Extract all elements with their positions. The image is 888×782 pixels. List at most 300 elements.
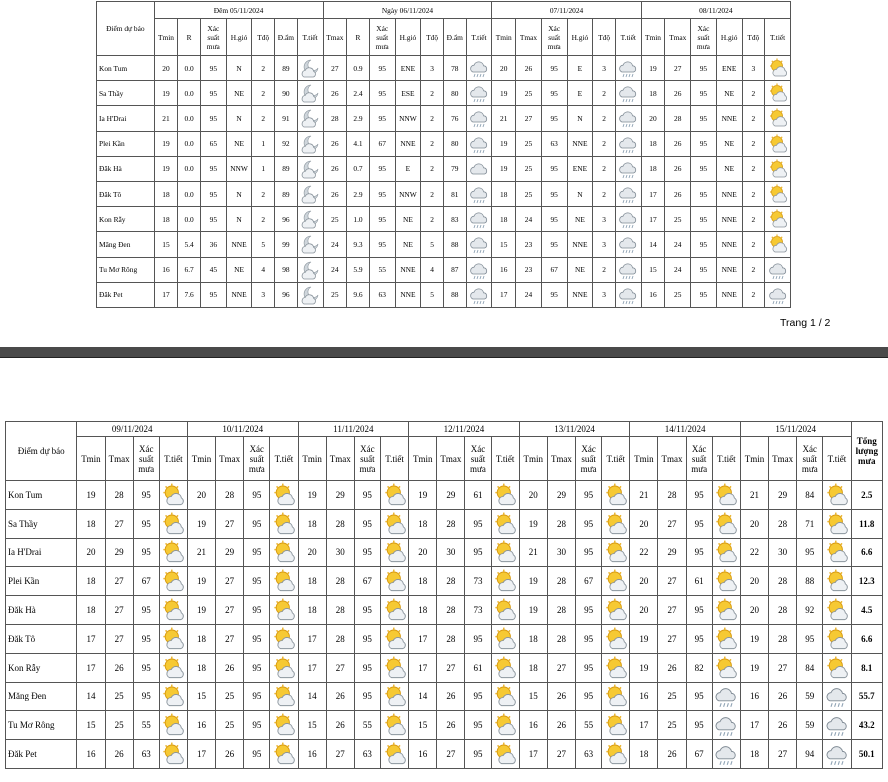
weather-cell bbox=[466, 56, 492, 81]
cloud-rain-icon bbox=[768, 285, 788, 305]
data-cell: 3 bbox=[421, 56, 444, 81]
sun-cloud-icon bbox=[714, 540, 738, 564]
data-cell: 4 bbox=[252, 257, 275, 282]
moon-cloud-icon bbox=[300, 83, 320, 103]
weather-cell bbox=[270, 567, 298, 596]
data-cell: 67 bbox=[686, 740, 712, 769]
column-header-ttiet: T.tiết bbox=[270, 437, 298, 481]
column-header-tmax: Tmax bbox=[547, 437, 575, 481]
data-cell: 95 bbox=[354, 509, 380, 538]
weather-cell bbox=[712, 567, 740, 596]
data-cell: 18 bbox=[409, 567, 437, 596]
column-header-tmax: Tmax bbox=[769, 437, 797, 481]
column-header-xs: Xác suất mưa bbox=[200, 19, 226, 56]
data-cell: 18 bbox=[298, 509, 326, 538]
weather-cell bbox=[615, 232, 641, 257]
data-cell: 95 bbox=[244, 596, 270, 625]
data-cell: 25 bbox=[216, 711, 244, 740]
sun-cloud-icon bbox=[383, 713, 407, 737]
data-cell: E bbox=[567, 81, 593, 106]
data-cell: NNE bbox=[395, 257, 421, 282]
column-header-tmax: Tmax bbox=[326, 437, 354, 481]
column-header-tmin: Tmin bbox=[298, 437, 326, 481]
moon-cloud-icon bbox=[300, 209, 320, 229]
total-rain-value: 6.6 bbox=[851, 624, 882, 653]
data-cell: 95 bbox=[369, 156, 395, 181]
sun-cloud-icon bbox=[272, 656, 296, 680]
weather-cell bbox=[159, 740, 187, 769]
data-cell: 26 bbox=[437, 682, 465, 711]
data-cell: 95 bbox=[691, 81, 717, 106]
weather-cell bbox=[615, 56, 641, 81]
column-header-tdo: Tđộ bbox=[742, 19, 765, 56]
cloud-rain-icon bbox=[618, 134, 638, 154]
table-row bbox=[6, 682, 883, 711]
data-cell: 2.9 bbox=[347, 181, 370, 206]
data-cell: NE bbox=[226, 257, 252, 282]
cloud-rain-icon bbox=[469, 209, 489, 229]
data-cell: 26 bbox=[769, 711, 797, 740]
data-cell: 19 bbox=[630, 653, 658, 682]
data-cell: 83 bbox=[443, 207, 466, 232]
cloud-rain-icon bbox=[618, 234, 638, 254]
header-row-columns bbox=[6, 437, 883, 481]
data-cell: 17 bbox=[187, 740, 215, 769]
data-cell: 19 bbox=[641, 56, 665, 81]
data-cell: 19 bbox=[740, 653, 768, 682]
sun-cloud-icon bbox=[714, 512, 738, 536]
data-cell: 20 bbox=[187, 481, 215, 510]
total-rain-value: 8.1 bbox=[851, 653, 882, 682]
weather-cell bbox=[297, 156, 323, 181]
data-cell: 18 bbox=[641, 131, 665, 156]
total-rain-value: 43.2 bbox=[851, 711, 882, 740]
data-cell: NNE bbox=[567, 232, 593, 257]
data-cell: 28 bbox=[437, 596, 465, 625]
sun-cloud-icon bbox=[272, 540, 296, 564]
weather-cell bbox=[602, 596, 630, 625]
sun-cloud-icon bbox=[768, 234, 788, 254]
data-cell: 95 bbox=[686, 481, 712, 510]
data-cell: 15 bbox=[187, 682, 215, 711]
data-cell: 2 bbox=[742, 81, 765, 106]
data-cell: 25 bbox=[216, 682, 244, 711]
data-cell: NNE bbox=[395, 131, 421, 156]
data-cell: 20 bbox=[77, 538, 105, 567]
station-name: Măng Đen bbox=[6, 682, 77, 711]
table-row bbox=[97, 207, 791, 232]
weather-cell bbox=[602, 567, 630, 596]
data-cell: 95 bbox=[200, 282, 226, 307]
data-cell: 18 bbox=[154, 181, 178, 206]
table-row bbox=[6, 481, 883, 510]
data-cell: 95 bbox=[576, 682, 602, 711]
weather-cell bbox=[380, 653, 408, 682]
weather-cell bbox=[615, 282, 641, 307]
data-cell: 18 bbox=[154, 207, 178, 232]
weather-cell bbox=[712, 596, 740, 625]
weather-cell bbox=[159, 596, 187, 625]
data-cell: 27 bbox=[326, 740, 354, 769]
moon-cloud-icon bbox=[300, 285, 320, 305]
data-cell: 88 bbox=[797, 567, 823, 596]
weather-cell bbox=[712, 653, 740, 682]
data-cell: 21 bbox=[519, 538, 547, 567]
data-cell: 95 bbox=[541, 282, 567, 307]
sun-cloud-icon bbox=[272, 742, 296, 766]
data-cell: 26 bbox=[216, 653, 244, 682]
total-rain-header: Tổng lượng mưa bbox=[851, 422, 882, 481]
data-cell: 63 bbox=[133, 740, 159, 769]
data-cell: ENE bbox=[567, 156, 593, 181]
data-cell: 16 bbox=[740, 682, 768, 711]
data-cell: 80 bbox=[443, 81, 466, 106]
data-cell: 95 bbox=[369, 106, 395, 131]
sun-cloud-icon bbox=[383, 742, 407, 766]
data-cell: 95 bbox=[200, 156, 226, 181]
data-cell: 28 bbox=[437, 509, 465, 538]
sun-cloud-icon bbox=[272, 684, 296, 708]
cloud-rain-icon bbox=[618, 83, 638, 103]
data-cell: 7.6 bbox=[178, 282, 201, 307]
data-cell: 96 bbox=[275, 207, 298, 232]
data-cell: 26 bbox=[665, 181, 691, 206]
data-cell: 95 bbox=[686, 538, 712, 567]
weather-cell bbox=[712, 481, 740, 510]
column-header-tmax: Tmax bbox=[437, 437, 465, 481]
data-cell: 28 bbox=[547, 567, 575, 596]
table-row bbox=[97, 106, 791, 131]
cloud-rain-icon bbox=[469, 108, 489, 128]
data-cell: 0.0 bbox=[178, 207, 201, 232]
data-cell: 25 bbox=[105, 711, 133, 740]
data-cell: 95 bbox=[576, 509, 602, 538]
data-cell: 18 bbox=[298, 567, 326, 596]
weather-cell bbox=[297, 56, 323, 81]
weather-cell bbox=[466, 131, 492, 156]
sun-cloud-icon bbox=[161, 512, 185, 536]
data-cell: 15 bbox=[409, 711, 437, 740]
data-cell: 67 bbox=[369, 131, 395, 156]
data-cell: 20 bbox=[298, 538, 326, 567]
date-header: 10/11/2024 bbox=[187, 422, 298, 437]
data-cell: 95 bbox=[354, 624, 380, 653]
weather-cell bbox=[615, 257, 641, 282]
data-cell: 95 bbox=[686, 682, 712, 711]
data-cell: 2 bbox=[421, 106, 444, 131]
data-cell: 26 bbox=[769, 682, 797, 711]
data-cell: NNE bbox=[226, 232, 252, 257]
data-cell: 24 bbox=[516, 207, 542, 232]
data-cell: 95 bbox=[354, 653, 380, 682]
column-header-tmin: Tmin bbox=[519, 437, 547, 481]
data-cell: NE bbox=[395, 232, 421, 257]
data-cell: 95 bbox=[354, 596, 380, 625]
data-cell: 16 bbox=[519, 711, 547, 740]
data-cell: 84 bbox=[797, 653, 823, 682]
data-cell: 78 bbox=[443, 56, 466, 81]
data-cell: 2 bbox=[593, 181, 616, 206]
data-cell: 16 bbox=[630, 682, 658, 711]
data-cell: 91 bbox=[275, 106, 298, 131]
weather-cell bbox=[823, 481, 851, 510]
data-cell: 2.9 bbox=[347, 106, 370, 131]
total-rain-value: 12.3 bbox=[851, 567, 882, 596]
data-cell: 28 bbox=[547, 596, 575, 625]
data-cell: NNE bbox=[226, 282, 252, 307]
data-cell: 27 bbox=[437, 653, 465, 682]
data-cell: 23 bbox=[516, 257, 542, 282]
data-cell: 17 bbox=[298, 653, 326, 682]
data-cell: 61 bbox=[465, 653, 491, 682]
data-cell: NE bbox=[567, 207, 593, 232]
weather-cell bbox=[159, 711, 187, 740]
total-rain-value: 55.7 bbox=[851, 682, 882, 711]
data-cell: 2 bbox=[742, 207, 765, 232]
table-row bbox=[97, 156, 791, 181]
data-cell: 18 bbox=[298, 596, 326, 625]
data-cell: 25 bbox=[516, 131, 542, 156]
header-row-dates bbox=[6, 422, 883, 437]
data-cell: 27 bbox=[105, 567, 133, 596]
data-cell: 95 bbox=[244, 567, 270, 596]
data-cell: 18 bbox=[77, 567, 105, 596]
data-cell: 63 bbox=[576, 740, 602, 769]
date-header: 14/11/2024 bbox=[630, 422, 741, 437]
data-cell: 5 bbox=[421, 282, 444, 307]
data-cell: 21 bbox=[630, 481, 658, 510]
data-cell: 26 bbox=[437, 711, 465, 740]
column-header-tdo: Tđộ bbox=[252, 19, 275, 56]
total-rain-value: 2.5 bbox=[851, 481, 882, 510]
data-cell: 2 bbox=[742, 181, 765, 206]
data-cell: 95 bbox=[200, 56, 226, 81]
data-cell: 92 bbox=[797, 596, 823, 625]
data-cell: 95 bbox=[244, 538, 270, 567]
data-cell: 28 bbox=[437, 567, 465, 596]
data-cell: 27 bbox=[437, 740, 465, 769]
data-cell: 2.4 bbox=[347, 81, 370, 106]
data-cell: 24 bbox=[516, 282, 542, 307]
data-cell: 26 bbox=[323, 131, 347, 156]
data-cell: 20 bbox=[740, 567, 768, 596]
data-cell: 21 bbox=[154, 106, 178, 131]
weather-cell bbox=[765, 257, 791, 282]
weather-cell bbox=[615, 181, 641, 206]
data-cell: 89 bbox=[275, 156, 298, 181]
column-header-tdo: Tđộ bbox=[593, 19, 616, 56]
sun-cloud-icon bbox=[768, 58, 788, 78]
column-header-tmax: Tmax bbox=[323, 19, 347, 56]
data-cell: 27 bbox=[216, 567, 244, 596]
weather-cell bbox=[602, 509, 630, 538]
table-row bbox=[6, 538, 883, 567]
weather-cell bbox=[765, 181, 791, 206]
station-name: Đăk Pet bbox=[6, 740, 77, 769]
column-header-r: R bbox=[178, 19, 201, 56]
data-cell: 19 bbox=[492, 81, 516, 106]
data-cell: N bbox=[226, 106, 252, 131]
data-cell: 26 bbox=[547, 682, 575, 711]
weather-cell bbox=[297, 207, 323, 232]
data-cell: 95 bbox=[244, 481, 270, 510]
data-cell: 16 bbox=[154, 257, 178, 282]
data-cell: 95 bbox=[691, 181, 717, 206]
data-cell: 27 bbox=[216, 509, 244, 538]
table-row bbox=[97, 81, 791, 106]
data-cell: 21 bbox=[740, 481, 768, 510]
data-cell: 17 bbox=[641, 181, 665, 206]
sun-cloud-icon bbox=[272, 483, 296, 507]
data-cell: 89 bbox=[275, 181, 298, 206]
data-cell: 14 bbox=[77, 682, 105, 711]
weather-cell bbox=[602, 653, 630, 682]
weather-cell bbox=[765, 282, 791, 307]
sun-cloud-icon bbox=[272, 598, 296, 622]
data-cell: 28 bbox=[547, 509, 575, 538]
sun-cloud-icon bbox=[714, 627, 738, 651]
data-cell: 95 bbox=[354, 682, 380, 711]
column-header-hgio: H.gió bbox=[395, 19, 421, 56]
weather-cell bbox=[491, 509, 519, 538]
data-cell: 17 bbox=[740, 711, 768, 740]
weather-cell bbox=[765, 131, 791, 156]
data-cell: 2 bbox=[421, 131, 444, 156]
sun-cloud-icon bbox=[493, 569, 517, 593]
data-cell: NE bbox=[226, 131, 252, 156]
data-cell: 95 bbox=[541, 181, 567, 206]
data-cell: 95 bbox=[133, 682, 159, 711]
weather-cell bbox=[615, 81, 641, 106]
data-cell: 61 bbox=[686, 567, 712, 596]
date-header: 12/11/2024 bbox=[409, 422, 520, 437]
data-cell: 28 bbox=[769, 509, 797, 538]
cloud-rain-icon bbox=[714, 713, 738, 737]
sun-cloud-icon bbox=[493, 656, 517, 680]
station-column-header: Điểm dự báo bbox=[6, 422, 77, 481]
data-cell: 5.9 bbox=[347, 257, 370, 282]
data-cell: 55 bbox=[576, 711, 602, 740]
data-cell: 28 bbox=[547, 624, 575, 653]
sun-cloud-icon bbox=[493, 540, 517, 564]
data-cell: 19 bbox=[298, 481, 326, 510]
sun-cloud-icon bbox=[604, 598, 628, 622]
header-row-periods bbox=[97, 2, 791, 19]
data-cell: 17 bbox=[154, 282, 178, 307]
data-cell: NNE bbox=[716, 207, 742, 232]
weather-cell bbox=[380, 596, 408, 625]
data-cell: 9.6 bbox=[347, 282, 370, 307]
weather-cell bbox=[491, 653, 519, 682]
data-cell: 95 bbox=[541, 156, 567, 181]
weather-cell bbox=[380, 740, 408, 769]
data-cell: 3 bbox=[742, 56, 765, 81]
data-cell: 19 bbox=[187, 567, 215, 596]
data-cell: 20 bbox=[492, 56, 516, 81]
data-cell: 95 bbox=[200, 81, 226, 106]
sun-cloud-icon bbox=[768, 108, 788, 128]
cloud-icon bbox=[469, 159, 489, 179]
data-cell: 19 bbox=[492, 131, 516, 156]
weather-cell bbox=[491, 567, 519, 596]
data-cell: 25 bbox=[658, 711, 686, 740]
data-cell: 1 bbox=[252, 156, 275, 181]
sun-cloud-icon bbox=[604, 713, 628, 737]
data-cell: 67 bbox=[576, 567, 602, 596]
sun-cloud-icon bbox=[383, 569, 407, 593]
weather-cell bbox=[297, 81, 323, 106]
data-cell: 63 bbox=[354, 740, 380, 769]
data-cell: 2 bbox=[421, 181, 444, 206]
data-cell: 88 bbox=[443, 282, 466, 307]
column-header-ttiet: T.tiết bbox=[615, 19, 641, 56]
data-cell: 95 bbox=[576, 653, 602, 682]
weather-cell bbox=[602, 711, 630, 740]
data-cell: 0.0 bbox=[178, 181, 201, 206]
column-header-tmin: Tmin bbox=[409, 437, 437, 481]
data-cell: 95 bbox=[133, 596, 159, 625]
data-cell: 26 bbox=[326, 682, 354, 711]
data-cell: 29 bbox=[547, 481, 575, 510]
page-number-label: Trang 1 / 2 bbox=[780, 317, 831, 329]
data-cell: 95 bbox=[133, 653, 159, 682]
column-header-tmin: Tmin bbox=[740, 437, 768, 481]
data-cell: 67 bbox=[133, 567, 159, 596]
data-cell: 26 bbox=[665, 131, 691, 156]
data-cell: 20 bbox=[630, 596, 658, 625]
data-cell: 25 bbox=[658, 682, 686, 711]
cloud-rain-icon bbox=[469, 58, 489, 78]
data-cell: 3 bbox=[593, 282, 616, 307]
data-cell: NE bbox=[716, 131, 742, 156]
weather-cell bbox=[712, 682, 740, 711]
data-cell: 18 bbox=[519, 624, 547, 653]
data-cell: 4 bbox=[421, 257, 444, 282]
data-cell: 19 bbox=[740, 624, 768, 653]
cloud-rain-icon bbox=[469, 234, 489, 254]
data-cell: 16 bbox=[409, 740, 437, 769]
data-cell: 95 bbox=[541, 56, 567, 81]
data-cell: 2 bbox=[252, 181, 275, 206]
data-cell: 1.0 bbox=[347, 207, 370, 232]
data-cell: 95 bbox=[133, 509, 159, 538]
data-cell: 17 bbox=[77, 653, 105, 682]
data-cell: 29 bbox=[326, 481, 354, 510]
weather-cell bbox=[380, 538, 408, 567]
weather-cell bbox=[466, 282, 492, 307]
data-cell: NE bbox=[716, 81, 742, 106]
data-cell: 28 bbox=[326, 509, 354, 538]
weather-cell bbox=[270, 711, 298, 740]
data-cell: 81 bbox=[443, 181, 466, 206]
sun-cloud-icon bbox=[604, 627, 628, 651]
data-cell: 26 bbox=[665, 156, 691, 181]
data-cell: 25 bbox=[516, 181, 542, 206]
data-cell: 28 bbox=[323, 106, 347, 131]
column-header-ttiet: T.tiết bbox=[380, 437, 408, 481]
sun-cloud-icon bbox=[493, 598, 517, 622]
data-cell: 27 bbox=[658, 509, 686, 538]
data-cell: 19 bbox=[519, 567, 547, 596]
column-header-xs: Xác suất mưa bbox=[686, 437, 712, 481]
data-cell: 2 bbox=[742, 257, 765, 282]
weather-cell bbox=[615, 131, 641, 156]
data-cell: 16 bbox=[77, 740, 105, 769]
data-cell: 28 bbox=[326, 624, 354, 653]
station-name: Ia H'Drai bbox=[97, 106, 155, 131]
data-cell: 17 bbox=[492, 282, 516, 307]
data-cell: 95 bbox=[465, 538, 491, 567]
